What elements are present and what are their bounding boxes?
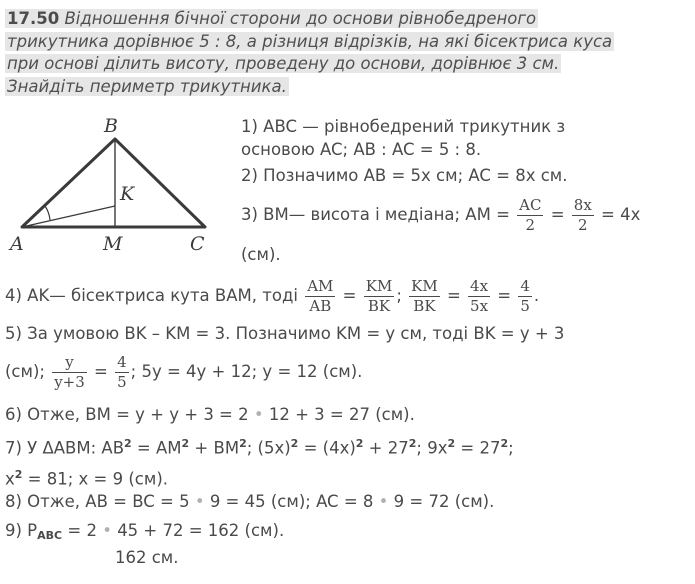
fraction-4-5: $\frac{4}{5}$	[520, 277, 530, 315]
step-1b: основою AC; AB : AC = 5 : 8.	[241, 140, 482, 159]
fraction-4x-5x: $\frac{4x}{5x}$	[470, 277, 489, 315]
step-9: 9) $P_{ABC} = 2$ • 45 + 72 = 162 (см).	[5, 521, 285, 542]
step-5b: (см); $\frac{y}{y+3}$ = $\frac{4}{5}$ ; 5y = 4y + 12; y = 12 (см).	[5, 353, 363, 391]
label-a: A	[10, 233, 24, 255]
step-4: 4) AK— бісектриса кута BAM, тоді $\frac{AM}{AB}$ = $\frac{KM}{BK}$ ; $\frac{KM}{BK}$ = $\frac{4x}{5x}$ = $\frac{4}{5}$ .	[5, 277, 540, 315]
fraction-4-5-b: $\frac{4}{5}$	[117, 353, 127, 391]
step-7b: $x^2 = 81$; x = 9 (см).	[5, 468, 168, 489]
step-2: 2) Позначимо AB = 5x см; AC = 8x см.	[241, 166, 568, 185]
triangle-figure	[0, 110, 240, 260]
fraction-km-bk: $\frac{KM}{BK}$	[365, 277, 393, 315]
label-k: K	[120, 183, 135, 205]
problem-line-4: Знайдіть периметр трикутника.	[7, 76, 287, 96]
step-3: 3) BM— висота і медіана; AM = $\frac{AC}{2}$ = $\frac{8x}{2}$ = 4x	[241, 196, 641, 234]
answer: 162 см.	[115, 548, 179, 567]
problem-line-2: трикутника дорівнює 5 : 8, а різниця відрізків, на які бісектриса куса	[7, 31, 613, 51]
step-3-text: 3) BM— висота і медіана; AM =	[241, 205, 510, 224]
step-7: 7) У ΔABM: $AB^2 = AM^2 + BM^2$; $(5x)^2 = (4x)^2 + 27^2$; $9x^2 = 27^2$;	[5, 437, 514, 458]
label-c: C	[190, 233, 205, 255]
triangle-abc	[22, 139, 205, 227]
problem-line-3: при основі ділить висоту, проведену до основи, дорівнює 3 см.	[7, 54, 560, 73]
problem-number: 17.50	[7, 9, 60, 28]
step-6: 6) Отже, BM = y + y + 3 = 2 • 12 + 3 = 27 (см).	[5, 405, 415, 424]
problem-statement	[5, 8, 691, 98]
step-8: 8) Отже, AB = BC = 5 • 9 = 45 (см); AC = 8 • 9 = 72 (см).	[5, 492, 495, 511]
fraction-km-bk-2: $\frac{KM}{BK}$	[411, 277, 438, 315]
label-b: B	[104, 115, 118, 137]
fraction-am-ab: $\frac{AM}{AB}$	[307, 277, 334, 315]
angle-arc	[45, 206, 50, 220]
fraction-8x-2: $\frac{8x}{2}$	[573, 196, 592, 234]
problem-line-1: Відношення бічної сторони до основи рівнобедреного	[64, 9, 537, 28]
fraction-ac-2: $\frac{AC}{2}$	[519, 196, 542, 234]
label-m: M	[103, 233, 123, 255]
step-5a: 5) За умовою BK – KM = 3. Позначимо KM = y см, тоді BK = y + 3	[5, 324, 565, 343]
step-1a: 1) ABC — рівнобедрений трикутник з	[241, 117, 566, 136]
bisector-ak	[22, 206, 115, 227]
step-3b: (см).	[241, 245, 281, 264]
fraction-y-y3: $\frac{y}{y+3}$	[54, 353, 85, 391]
